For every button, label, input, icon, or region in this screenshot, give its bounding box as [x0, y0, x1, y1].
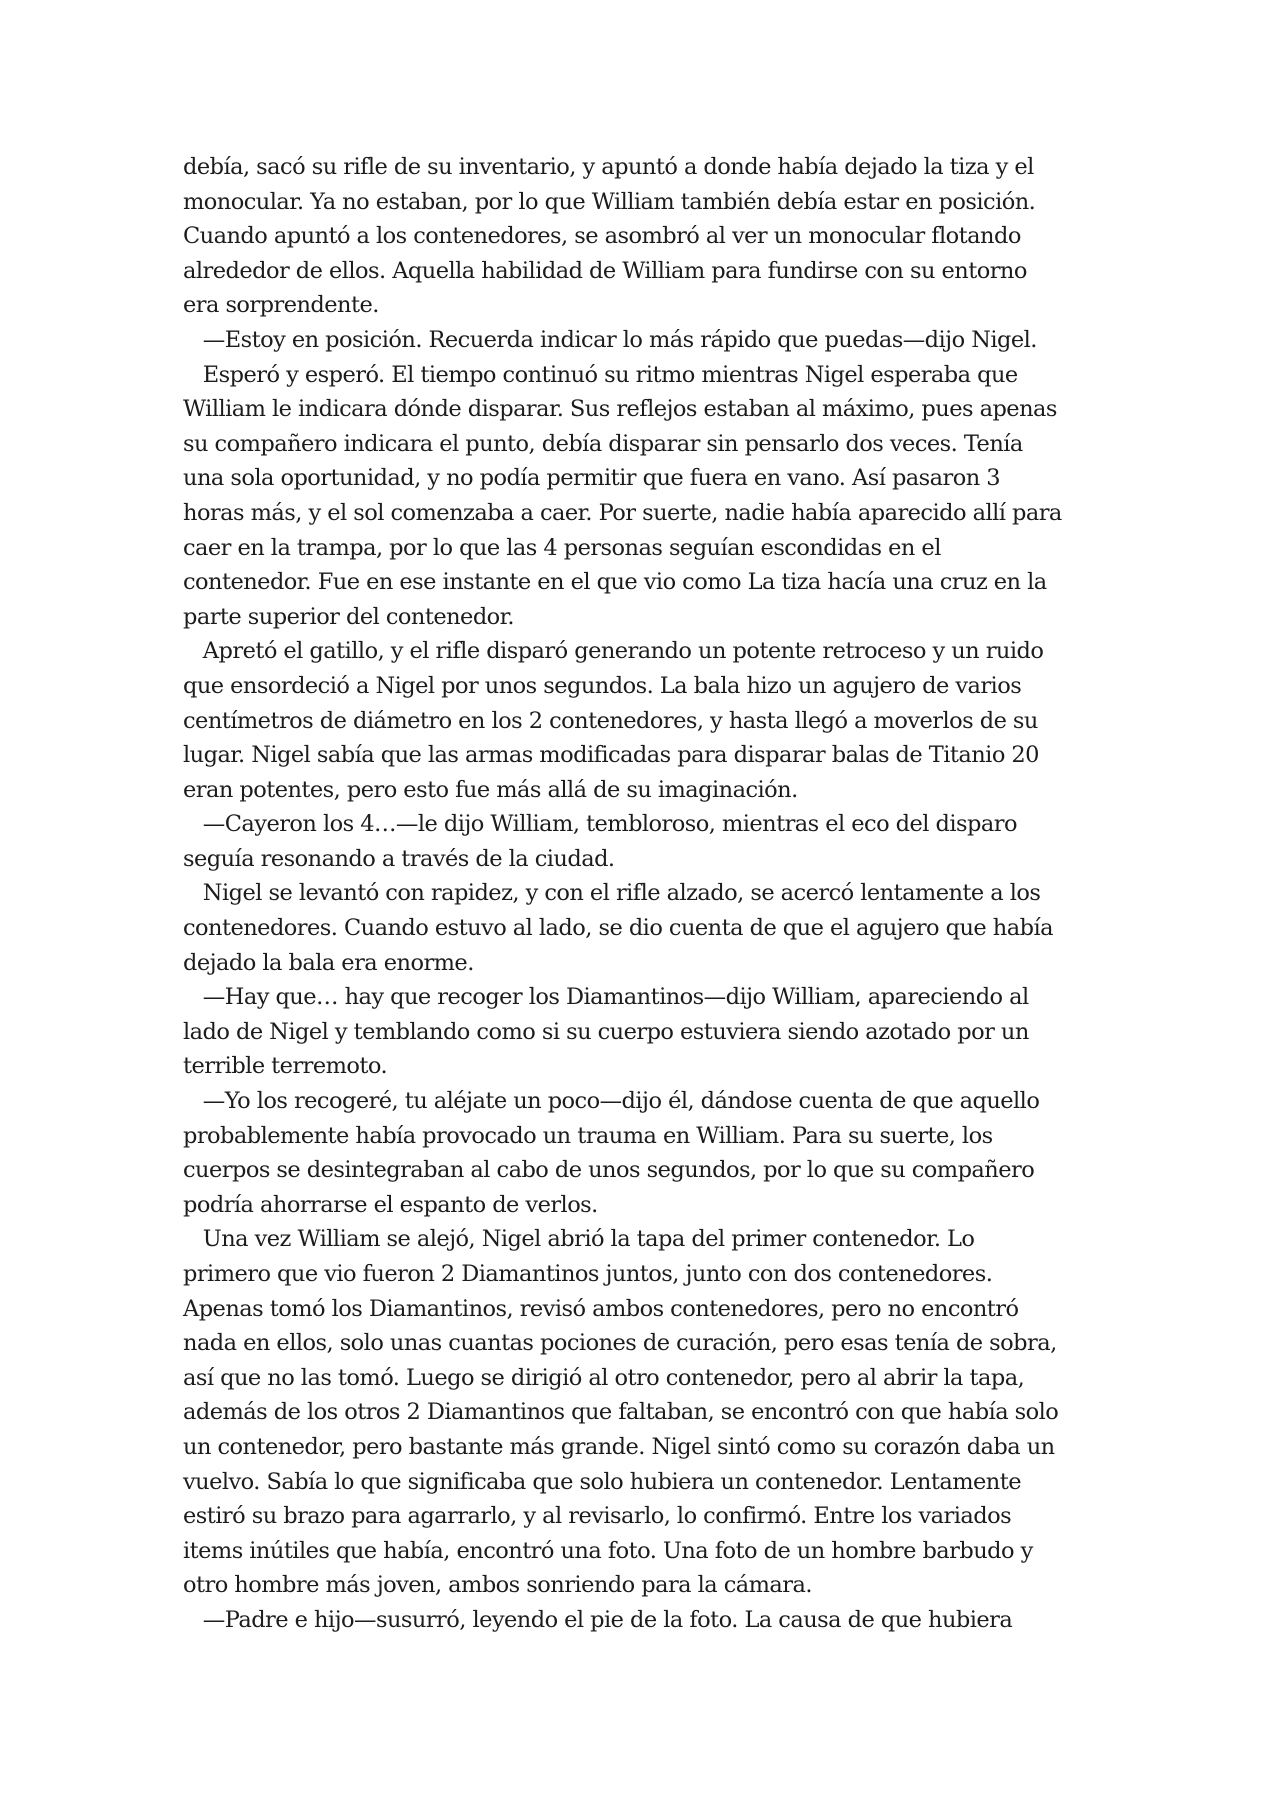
text-line: —Hay que… hay que recoger los Diamantinos—dijo William, apareciendo al	[183, 984, 1029, 1011]
text-line: Cuando apuntó a los contenedores, se asombró al ver un monocular flotando	[183, 223, 1021, 250]
text-line: parte superior del contenedor.	[183, 603, 514, 630]
text-line: Una vez William se alejó, Nigel abrió la tapa del primer contenedor. Lo	[183, 1226, 975, 1253]
text-line: vuelvo. Sabía lo que significaba que solo hubiera un contenedor. Lentamente	[183, 1468, 1021, 1495]
text-line: un contenedor, pero bastante más grande. Nigel sintó como su corazón daba un	[183, 1433, 1055, 1460]
text-line: probablemente había provocado un trauma en William. Para su suerte, los	[183, 1122, 993, 1149]
text-line: era sorprendente.	[183, 292, 379, 319]
text-line: Apretó el gatillo, y el rifle disparó generando un potente retroceso y un ruido	[183, 638, 1044, 665]
text-line: Nigel se levantó con rapidez, y con el rifle alzado, se acercó lentamente a los	[183, 880, 1041, 907]
text-line: seguía resonando a través de la ciudad.	[183, 845, 615, 872]
text-line: que ensordeció a Nigel por unos segundos. La bala hizo un agujero de varios	[183, 672, 1022, 699]
text-line: además de los otros 2 Diamantinos que faltaban, se encontró con que había solo	[183, 1399, 1059, 1426]
text-line: —Yo los recogeré, tu aléjate un poco—dijo él, dándose cuenta de que aquello	[183, 1088, 1040, 1115]
body-text	[183, 150, 1103, 1638]
text-line: contenedor. Fue en ese instante en el que vio como La tiza hacía una cruz en la	[183, 569, 1047, 596]
text-line: centímetros de diámetro en los 2 contenedores, y hasta llegó a moverlos de su	[183, 707, 1038, 734]
text-line: lugar. Nigel sabía que las armas modificadas para disparar balas de Titanio 20	[183, 742, 1039, 769]
text-line: cuerpos se desintegraban al cabo de unos segundos, por lo que su compañero	[183, 1157, 1035, 1184]
text-line: estiró su brazo para agarrarlo, y al revisarlo, lo confirmó. Entre los variados	[183, 1503, 1012, 1530]
text-line: —Padre e hijo—susurró, leyendo el pie de la foto. La causa de que hubiera	[183, 1606, 1013, 1633]
text-line: Esperó y esperó. El tiempo continuó su ritmo mientras Nigel esperaba que	[183, 361, 1018, 388]
text-line: eran potentes, pero esto fue más allá de su imaginación.	[183, 776, 798, 803]
text-line: Apenas tomó los Diamantinos, revisó ambos contenedores, pero no encontró	[183, 1295, 1019, 1322]
text-line: alrededor de ellos. Aquella habilidad de William para fundirse con su entorno	[183, 257, 1027, 284]
text-line: items inútiles que había, encontró una foto. Una foto de un hombre barbudo y	[183, 1537, 1033, 1564]
text-line: así que no las tomó. Luego se dirigió al otro contenedor, pero al abrir la tapa,	[183, 1364, 1025, 1391]
text-line: terrible terremoto.	[183, 1053, 388, 1080]
text-line: una sola oportunidad, y no podía permitir que fuera en vano. Así pasaron 3	[183, 465, 1001, 492]
text-line: su compañero indicara el punto, debía disparar sin pensarlo dos veces. Tenía	[183, 430, 1023, 457]
text-line: monocular. Ya no estaban, por lo que William también debía estar en posición.	[183, 188, 1036, 215]
text-line: dejado la bala era enorme.	[183, 949, 474, 976]
text-line: —Estoy en posición. Recuerda indicar lo más rápido que puedas—dijo Nigel.	[183, 326, 1037, 353]
text-line: otro hombre más joven, ambos sonriendo para la cámara.	[183, 1572, 812, 1599]
text-line: nada en ellos, solo unas cuantas pociones de curación, pero esas tenía de sobra,	[183, 1330, 1057, 1357]
text-line: William le indicara dónde disparar. Sus reflejos estaban al máximo, pues apenas	[183, 396, 1057, 423]
text-line: primero que vio fueron 2 Diamantinos juntos, junto con dos contenedores.	[183, 1261, 993, 1287]
text-line: caer en la trampa, por lo que las 4 personas seguían escondidas en el	[183, 534, 941, 561]
text-line: horas más, y el sol comenzaba a caer. Por suerte, nadie había aparecido allí para	[183, 499, 1062, 526]
text-line: —Cayeron los 4…—le dijo William, tembloroso, mientras el eco del disparo	[183, 811, 1017, 838]
text-line: debía, sacó su rifle de su inventario, y apuntó a donde había dejado la tiza y el	[183, 154, 1034, 180]
text-line: podría ahorrarse el espanto de verlos.	[183, 1191, 598, 1218]
text-line: contenedores. Cuando estuvo al lado, se dio cuenta de que el agujero que había	[183, 915, 1053, 942]
text-line: lado de Nigel y temblando como si su cuerpo estuviera siendo azotado por un	[183, 1018, 1029, 1045]
